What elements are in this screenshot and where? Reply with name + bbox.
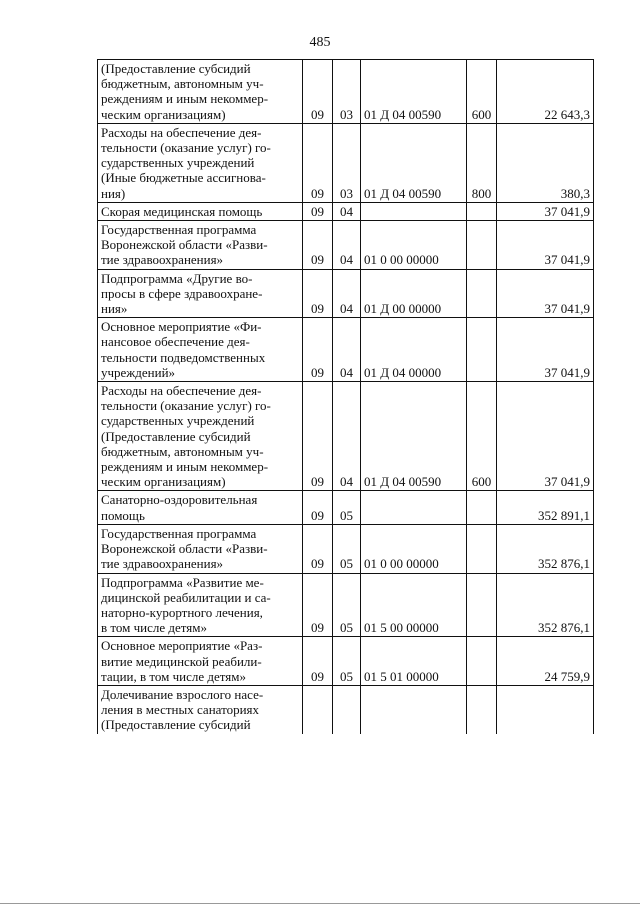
item-name: Санаторно-оздоровительная помощь [101,492,258,523]
amount: 37 041,9 [497,318,594,382]
page-bottom-edge [0,903,640,904]
table-row [98,60,594,124]
amount: 37 041,9 [497,269,594,318]
expense-type-code [467,524,497,573]
budget-table-body [98,60,594,734]
section-code: 09 [303,202,333,220]
item-name: Расходы на обеспечение дея- тельности (оказание услуг) го- сударственных учреждений (Иные бюджетные ассигнова- ния) [101,124,271,201]
expense-type-code: 600 [467,60,497,124]
section-code: 09 [303,637,333,686]
section-code: 09 [303,269,333,318]
item-name-cell [98,318,303,382]
expense-type-code [467,221,497,270]
table-row [98,318,594,382]
table-row [98,202,594,220]
item-name: Расходы на обеспечение дея- тельности (оказание услуг) го- сударственных учреждений (Предоставление субсидий бюджетным, автономным уч- реждениям и иным некоммер- ческим организациям) [101,383,271,490]
section-code: 09 [303,573,333,637]
expense-type-code [467,573,497,637]
expense-type-code: 600 [467,382,497,491]
amount: 37 041,9 [497,382,594,491]
target-item-code: 01 Д 04 00590 [361,123,467,202]
item-name: Государственная программа Воронежской области «Разви- тие здравоохранения» [101,525,268,572]
subsection-code: 03 [333,60,361,124]
page-number: 485 [309,35,331,50]
item-name: Государственная программа Воронежской области «Разви- тие здравоохранения» [101,222,268,268]
item-name: (Предоставление субсидий бюджетным, автономным уч- реждениям и иным некоммер- ческим организациям) [101,61,269,122]
table-row [98,382,594,491]
expense-type-code [467,685,497,733]
amount: 352 891,1 [497,491,594,524]
section-code: 09 [303,123,333,202]
item-name-cell [98,491,303,524]
subsection-code: 05 [333,573,361,637]
table-row [98,573,594,637]
subsection-code: 05 [333,524,361,573]
item-name: Основное мероприятие «Раз- витие медицинской реабили- тации, в том числе детям» [101,638,263,684]
item-name: Подпрограмма «Другие во- просы в сфере здравоохране- ния» [101,270,263,317]
section-code: 09 [303,524,333,573]
item-name: Долечивание взрослого насе- ления в местных санаториях (Предоставление субсидий [101,686,264,733]
amount: 37 041,9 [497,221,594,270]
item-name-cell [98,202,303,220]
amount: 24 759,9 [497,637,594,686]
subsection-code: 04 [333,382,361,491]
target-item-code: 01 Д 04 00590 [361,382,467,491]
expense-type-code [467,318,497,382]
target-item-code: 01 5 00 00000 [361,573,467,637]
target-item-code [361,202,467,220]
section-code: 09 [303,491,333,524]
item-name-cell [98,123,303,202]
subsection-code: 04 [333,318,361,382]
item-name-cell [98,685,303,733]
item-name-cell [98,269,303,318]
table-row [98,221,594,270]
expense-type-code [467,491,497,524]
subsection-code: 03 [333,123,361,202]
subsection-code: 04 [333,269,361,318]
target-item-code: 01 Д 04 00590 [361,60,467,124]
item-name: Подпрограмма «Развитие ме- дицинской реабилитации и са- наторно-курортного лечения, в том числе детям» [101,574,271,636]
table-row [98,491,594,524]
section-code: 09 [303,382,333,491]
amount: 22 643,3 [497,60,594,124]
target-item-code: 01 0 00 00000 [361,221,467,270]
item-name-cell [98,382,303,491]
target-item-code: 01 Д 00 00000 [361,269,467,318]
section-code [303,685,333,733]
table-row [98,123,594,202]
section-code: 09 [303,221,333,270]
table-row [98,269,594,318]
item-name-cell [98,573,303,637]
item-name-cell [98,221,303,270]
subsection-code: 04 [333,202,361,220]
budget-table [97,59,594,734]
subsection-code: 05 [333,491,361,524]
item-name: Скорая медицинская помощь [101,203,263,219]
table-row [98,524,594,573]
expense-type-code [467,202,497,220]
expense-type-code [467,637,497,686]
target-item-code: 01 5 01 00000 [361,637,467,686]
amount [497,685,594,733]
amount: 380,3 [497,123,594,202]
item-name: Основное мероприятие «Фи- нансовое обеспечение дея- тельности подведомственных учреждений» [101,319,266,380]
subsection-code: 04 [333,221,361,270]
item-name-cell [98,524,303,573]
amount: 352 876,1 [497,524,594,573]
amount: 352 876,1 [497,573,594,637]
target-item-code [361,685,467,733]
target-item-code [361,491,467,524]
subsection-code: 05 [333,637,361,686]
target-item-code: 01 Д 04 00000 [361,318,467,382]
item-name-cell [98,60,303,124]
expense-type-code: 800 [467,123,497,202]
expense-type-code [467,269,497,318]
subsection-code [333,685,361,733]
item-name-cell [98,637,303,686]
table-row [98,685,594,733]
section-code: 09 [303,60,333,124]
table-row [98,637,594,686]
target-item-code: 01 0 00 00000 [361,524,467,573]
amount: 37 041,9 [497,202,594,220]
section-code: 09 [303,318,333,382]
